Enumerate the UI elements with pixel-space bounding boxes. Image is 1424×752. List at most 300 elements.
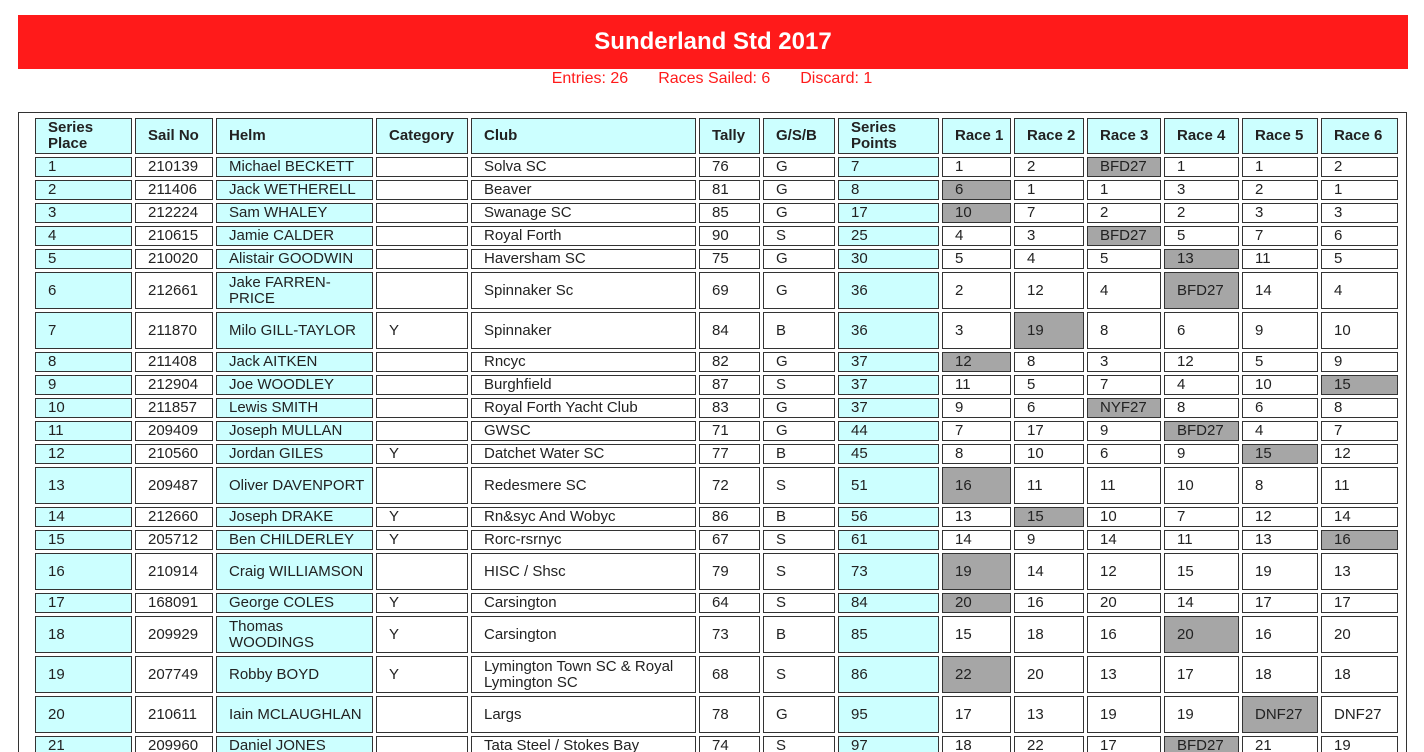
col-header-race-2[interactable]: Race 2	[1014, 118, 1084, 154]
race-4-cell: 11	[1164, 530, 1239, 550]
gsb-cell: B	[763, 444, 835, 464]
race-5-cell: 2	[1242, 180, 1318, 200]
race-5-cell: 11	[1242, 249, 1318, 269]
race-3-cell: 16	[1087, 616, 1161, 653]
helm-cell: Jack AITKEN	[216, 352, 373, 372]
helm-cell: Craig WILLIAMSON	[216, 553, 373, 590]
race-3-cell: 7	[1087, 375, 1161, 395]
race-3-cell: 4	[1087, 272, 1161, 309]
series-points-cell: 8	[838, 180, 939, 200]
race-2-cell: 12	[1014, 272, 1084, 309]
helm-cell: Oliver DAVENPORT	[216, 467, 373, 504]
race-1-cell: 10	[942, 203, 1011, 223]
race-1-cell: 20	[942, 593, 1011, 613]
race-4-cell: 19	[1164, 696, 1239, 733]
race-5-cell: 5	[1242, 352, 1318, 372]
race-2-cell: 19	[1014, 312, 1084, 349]
race-2-cell: 6	[1014, 398, 1084, 418]
race-2-cell: 22	[1014, 736, 1084, 752]
series-place-cell: 6	[35, 272, 132, 309]
club-cell: Swanage SC	[471, 203, 696, 223]
race-4-cell: BFD27	[1164, 736, 1239, 752]
race-2-cell: 13	[1014, 696, 1084, 733]
race-5-cell: 6	[1242, 398, 1318, 418]
category-cell	[376, 553, 468, 590]
club-cell: Beaver	[471, 180, 696, 200]
club-cell: Haversham SC	[471, 249, 696, 269]
series-points-cell: 7	[838, 157, 939, 177]
series-points-cell: 17	[838, 203, 939, 223]
race-2-cell: 1	[1014, 180, 1084, 200]
race-6-cell: 3	[1321, 203, 1398, 223]
category-cell	[376, 467, 468, 504]
helm-cell: Joseph MULLAN	[216, 421, 373, 441]
race-5-cell: 7	[1242, 226, 1318, 246]
col-header-sail-no[interactable]: Sail No	[135, 118, 213, 154]
race-3-cell: 14	[1087, 530, 1161, 550]
gsb-cell: G	[763, 398, 835, 418]
race-6-cell: 19	[1321, 736, 1398, 752]
category-cell	[376, 249, 468, 269]
race-1-cell: 19	[942, 553, 1011, 590]
race-6-cell: 11	[1321, 467, 1398, 504]
category-cell	[376, 272, 468, 309]
race-6-cell: 10	[1321, 312, 1398, 349]
sail-no-cell: 205712	[135, 530, 213, 550]
race-5-cell: 3	[1242, 203, 1318, 223]
col-header-race-3[interactable]: Race 3	[1087, 118, 1161, 154]
col-header-race-1[interactable]: Race 1	[942, 118, 1011, 154]
tally-cell: 71	[699, 421, 760, 441]
category-cell: Y	[376, 593, 468, 613]
race-4-cell: 9	[1164, 444, 1239, 464]
table-row	[35, 180, 1398, 200]
table-row	[35, 398, 1398, 418]
race-6-cell: 2	[1321, 157, 1398, 177]
series-place-cell: 7	[35, 312, 132, 349]
series-points-cell: 25	[838, 226, 939, 246]
race-1-cell: 4	[942, 226, 1011, 246]
helm-cell: Robby BOYD	[216, 656, 373, 693]
helm-cell: Jamie CALDER	[216, 226, 373, 246]
tally-cell: 82	[699, 352, 760, 372]
race-2-cell: 11	[1014, 467, 1084, 504]
series-points-cell: 95	[838, 696, 939, 733]
race-3-cell: 6	[1087, 444, 1161, 464]
race-4-cell: 10	[1164, 467, 1239, 504]
sail-no-cell: 209487	[135, 467, 213, 504]
race-2-cell: 7	[1014, 203, 1084, 223]
sail-no-cell: 209929	[135, 616, 213, 653]
tally-cell: 90	[699, 226, 760, 246]
race-3-cell: 8	[1087, 312, 1161, 349]
col-header-race-4[interactable]: Race 4	[1164, 118, 1239, 154]
tally-cell: 85	[699, 203, 760, 223]
race-5-cell: 18	[1242, 656, 1318, 693]
gsb-cell: G	[763, 272, 835, 309]
gsb-cell: G	[763, 180, 835, 200]
race-4-cell: 14	[1164, 593, 1239, 613]
gsb-cell: S	[763, 375, 835, 395]
race-1-cell: 3	[942, 312, 1011, 349]
gsb-cell: G	[763, 249, 835, 269]
col-header-helm[interactable]: Helm	[216, 118, 373, 154]
gsb-cell: G	[763, 352, 835, 372]
sail-no-cell: 210139	[135, 157, 213, 177]
tally-cell: 81	[699, 180, 760, 200]
series-place-cell: 16	[35, 553, 132, 590]
race-1-cell: 13	[942, 507, 1011, 527]
category-cell: Y	[376, 444, 468, 464]
series-points-cell: 56	[838, 507, 939, 527]
results-body	[35, 157, 1398, 752]
sail-no-cell: 209409	[135, 421, 213, 441]
series-place-cell: 13	[35, 467, 132, 504]
series-points-cell: 86	[838, 656, 939, 693]
series-place-cell: 18	[35, 616, 132, 653]
col-header-race-6[interactable]: Race 6	[1321, 118, 1398, 154]
table-row	[35, 696, 1398, 733]
table-row	[35, 656, 1398, 693]
series-place-cell: 3	[35, 203, 132, 223]
col-header-club[interactable]: Club	[471, 118, 696, 154]
race-6-cell: 13	[1321, 553, 1398, 590]
table-row	[35, 593, 1398, 613]
series-points-cell: 61	[838, 530, 939, 550]
race-4-cell: 7	[1164, 507, 1239, 527]
race-6-cell: 6	[1321, 226, 1398, 246]
club-cell: Burghfield	[471, 375, 696, 395]
race-2-cell: 3	[1014, 226, 1084, 246]
club-cell: Carsington	[471, 593, 696, 613]
category-cell: Y	[376, 507, 468, 527]
series-place-cell: 17	[35, 593, 132, 613]
series-points-cell: 37	[838, 398, 939, 418]
gsb-cell: G	[763, 421, 835, 441]
gsb-cell: B	[763, 507, 835, 527]
race-1-cell: 5	[942, 249, 1011, 269]
race-6-cell: 1	[1321, 180, 1398, 200]
helm-cell: Alistair GOODWIN	[216, 249, 373, 269]
helm-cell: Sam WHALEY	[216, 203, 373, 223]
category-cell	[376, 226, 468, 246]
tally-cell: 75	[699, 249, 760, 269]
series-place-cell: 8	[35, 352, 132, 372]
race-6-cell: 20	[1321, 616, 1398, 653]
table-row	[35, 530, 1398, 550]
race-5-cell: 10	[1242, 375, 1318, 395]
series-points-cell: 36	[838, 272, 939, 309]
race-6-cell: 7	[1321, 421, 1398, 441]
tally-cell: 78	[699, 696, 760, 733]
race-3-cell: 9	[1087, 421, 1161, 441]
race-3-cell: BFD27	[1087, 157, 1161, 177]
page-title: Sunderland Std 2017	[18, 15, 1408, 69]
sail-no-cell: 212224	[135, 203, 213, 223]
race-4-cell: 5	[1164, 226, 1239, 246]
gsb-cell: S	[763, 553, 835, 590]
table-row	[35, 249, 1398, 269]
category-cell: Y	[376, 312, 468, 349]
col-header-series-place[interactable]: Series Place	[35, 118, 132, 154]
helm-cell: Lewis SMITH	[216, 398, 373, 418]
race-5-cell: 4	[1242, 421, 1318, 441]
series-place-cell: 19	[35, 656, 132, 693]
header-row	[35, 118, 1398, 154]
race-5-cell: 19	[1242, 553, 1318, 590]
race-4-cell: 6	[1164, 312, 1239, 349]
table-row	[35, 352, 1398, 372]
col-header-series-points[interactable]: Series Points	[838, 118, 939, 154]
race-6-cell: 14	[1321, 507, 1398, 527]
race-4-cell: 13	[1164, 249, 1239, 269]
race-3-cell: 1	[1087, 180, 1161, 200]
race-2-cell: 2	[1014, 157, 1084, 177]
race-5-cell: 14	[1242, 272, 1318, 309]
race-5-cell: 15	[1242, 444, 1318, 464]
race-1-cell: 18	[942, 736, 1011, 752]
race-5-cell: 9	[1242, 312, 1318, 349]
race-2-cell: 8	[1014, 352, 1084, 372]
gsb-cell: G	[763, 696, 835, 733]
race-1-cell: 11	[942, 375, 1011, 395]
gsb-cell: S	[763, 530, 835, 550]
series-points-cell: 44	[838, 421, 939, 441]
race-2-cell: 16	[1014, 593, 1084, 613]
sail-no-cell: 211408	[135, 352, 213, 372]
race-4-cell: BFD27	[1164, 272, 1239, 309]
gsb-cell: S	[763, 467, 835, 504]
series-points-cell: 73	[838, 553, 939, 590]
helm-cell: Jordan GILES	[216, 444, 373, 464]
col-header-tally[interactable]: Tally	[699, 118, 760, 154]
race-3-cell: 19	[1087, 696, 1161, 733]
sail-no-cell: 210020	[135, 249, 213, 269]
club-cell: Carsington	[471, 616, 696, 653]
col-header-race-5[interactable]: Race 5	[1242, 118, 1318, 154]
sail-no-cell: 212661	[135, 272, 213, 309]
series-points-cell: 51	[838, 467, 939, 504]
series-place-cell: 14	[35, 507, 132, 527]
series-place-cell: 2	[35, 180, 132, 200]
race-5-cell: 21	[1242, 736, 1318, 752]
sail-no-cell: 210615	[135, 226, 213, 246]
series-points-cell: 85	[838, 616, 939, 653]
series-points-cell: 36	[838, 312, 939, 349]
sail-no-cell: 209960	[135, 736, 213, 752]
race-5-cell: DNF27	[1242, 696, 1318, 733]
table-row	[35, 226, 1398, 246]
club-cell: Rncyc	[471, 352, 696, 372]
race-1-cell: 17	[942, 696, 1011, 733]
sail-no-cell: 211857	[135, 398, 213, 418]
race-1-cell: 6	[942, 180, 1011, 200]
race-2-cell: 5	[1014, 375, 1084, 395]
col-header-category[interactable]: Category	[376, 118, 468, 154]
race-6-cell: DNF27	[1321, 696, 1398, 733]
category-cell	[376, 157, 468, 177]
tally-cell: 87	[699, 375, 760, 395]
entries-count: Entries: 26	[551, 70, 629, 87]
race-6-cell: 16	[1321, 530, 1398, 550]
category-cell	[376, 180, 468, 200]
race-3-cell: 11	[1087, 467, 1161, 504]
race-3-cell: 12	[1087, 553, 1161, 590]
race-6-cell: 12	[1321, 444, 1398, 464]
race-2-cell: 20	[1014, 656, 1084, 693]
helm-cell: Jake FARREN-PRICE	[216, 272, 373, 309]
table-row	[35, 736, 1398, 752]
race-2-cell: 9	[1014, 530, 1084, 550]
helm-cell: Daniel JONES	[216, 736, 373, 752]
sail-no-cell: 211406	[135, 180, 213, 200]
tally-cell: 69	[699, 272, 760, 309]
race-3-cell: 5	[1087, 249, 1161, 269]
gsb-cell: B	[763, 616, 835, 653]
sail-no-cell: 210914	[135, 553, 213, 590]
race-2-cell: 17	[1014, 421, 1084, 441]
race-4-cell: 20	[1164, 616, 1239, 653]
tally-cell: 77	[699, 444, 760, 464]
category-cell	[376, 398, 468, 418]
race-4-cell: 17	[1164, 656, 1239, 693]
race-1-cell: 8	[942, 444, 1011, 464]
race-2-cell: 15	[1014, 507, 1084, 527]
race-3-cell: 10	[1087, 507, 1161, 527]
race-6-cell: 4	[1321, 272, 1398, 309]
club-cell: Royal Forth Yacht Club	[471, 398, 696, 418]
results-table	[32, 115, 1401, 752]
helm-cell: Joseph DRAKE	[216, 507, 373, 527]
gsb-cell: B	[763, 312, 835, 349]
series-points-cell: 45	[838, 444, 939, 464]
race-2-cell: 14	[1014, 553, 1084, 590]
sail-no-cell: 211870	[135, 312, 213, 349]
category-cell	[376, 696, 468, 733]
race-3-cell: 3	[1087, 352, 1161, 372]
race-3-cell: 13	[1087, 656, 1161, 693]
club-cell: Lymington Town SC & Royal Lymington SC	[471, 656, 696, 693]
club-cell: Rn&syc And Wobyc	[471, 507, 696, 527]
race-4-cell: 8	[1164, 398, 1239, 418]
helm-cell: Joe WOODLEY	[216, 375, 373, 395]
category-cell: Y	[376, 530, 468, 550]
helm-cell: Jack WETHERELL	[216, 180, 373, 200]
sail-no-cell: 210611	[135, 696, 213, 733]
club-cell: GWSC	[471, 421, 696, 441]
series-place-cell: 20	[35, 696, 132, 733]
tally-cell: 86	[699, 507, 760, 527]
gsb-cell: S	[763, 593, 835, 613]
table-row	[35, 421, 1398, 441]
series-place-cell: 1	[35, 157, 132, 177]
gsb-cell: S	[763, 656, 835, 693]
category-cell	[376, 352, 468, 372]
table-row	[35, 203, 1398, 223]
race-1-cell: 15	[942, 616, 1011, 653]
table-row	[35, 467, 1398, 504]
race-1-cell: 1	[942, 157, 1011, 177]
race-4-cell: BFD27	[1164, 421, 1239, 441]
tally-cell: 64	[699, 593, 760, 613]
race-1-cell: 7	[942, 421, 1011, 441]
tally-cell: 83	[699, 398, 760, 418]
race-4-cell: 4	[1164, 375, 1239, 395]
sail-no-cell: 212660	[135, 507, 213, 527]
club-cell: Datchet Water SC	[471, 444, 696, 464]
club-cell: Redesmere SC	[471, 467, 696, 504]
race-1-cell: 22	[942, 656, 1011, 693]
tally-cell: 79	[699, 553, 760, 590]
series-points-cell: 97	[838, 736, 939, 752]
series-points-cell: 37	[838, 375, 939, 395]
club-cell: Spinnaker	[471, 312, 696, 349]
series-place-cell: 10	[35, 398, 132, 418]
race-4-cell: 15	[1164, 553, 1239, 590]
tally-cell: 72	[699, 467, 760, 504]
helm-cell: Milo GILL-TAYLOR	[216, 312, 373, 349]
series-points-cell: 30	[838, 249, 939, 269]
race-5-cell: 13	[1242, 530, 1318, 550]
table-row	[35, 507, 1398, 527]
results-frame	[18, 112, 1407, 752]
race-6-cell: 15	[1321, 375, 1398, 395]
table-row	[35, 553, 1398, 590]
gsb-cell: G	[763, 203, 835, 223]
category-cell	[376, 736, 468, 752]
race-3-cell: 2	[1087, 203, 1161, 223]
series-points-cell: 84	[838, 593, 939, 613]
club-cell: Spinnaker Sc	[471, 272, 696, 309]
table-row	[35, 272, 1398, 309]
race-2-cell: 18	[1014, 616, 1084, 653]
race-3-cell: 17	[1087, 736, 1161, 752]
race-3-cell: 20	[1087, 593, 1161, 613]
gsb-cell: S	[763, 736, 835, 752]
series-place-cell: 9	[35, 375, 132, 395]
helm-cell: Ben CHILDERLEY	[216, 530, 373, 550]
race-6-cell: 17	[1321, 593, 1398, 613]
race-4-cell: 3	[1164, 180, 1239, 200]
club-cell: Solva SC	[471, 157, 696, 177]
race-4-cell: 2	[1164, 203, 1239, 223]
col-header-gsb[interactable]: G/S/B	[763, 118, 835, 154]
discard-count: Discard: 1	[800, 70, 873, 87]
table-row	[35, 375, 1398, 395]
race-3-cell: BFD27	[1087, 226, 1161, 246]
tally-cell: 76	[699, 157, 760, 177]
race-6-cell: 9	[1321, 352, 1398, 372]
tally-cell: 84	[699, 312, 760, 349]
table-row	[35, 312, 1398, 349]
race-5-cell: 17	[1242, 593, 1318, 613]
race-3-cell: NYF27	[1087, 398, 1161, 418]
gsb-cell: G	[763, 157, 835, 177]
race-5-cell: 16	[1242, 616, 1318, 653]
series-place-cell: 4	[35, 226, 132, 246]
series-points-cell: 37	[838, 352, 939, 372]
race-4-cell: 12	[1164, 352, 1239, 372]
category-cell	[376, 203, 468, 223]
races-sailed-count: Races Sailed: 6	[658, 70, 771, 87]
series-place-cell: 11	[35, 421, 132, 441]
race-6-cell: 8	[1321, 398, 1398, 418]
category-cell	[376, 421, 468, 441]
gsb-cell: S	[763, 226, 835, 246]
club-cell: Tata Steel / Stokes Bay	[471, 736, 696, 752]
race-1-cell: 9	[942, 398, 1011, 418]
sail-no-cell: 212904	[135, 375, 213, 395]
